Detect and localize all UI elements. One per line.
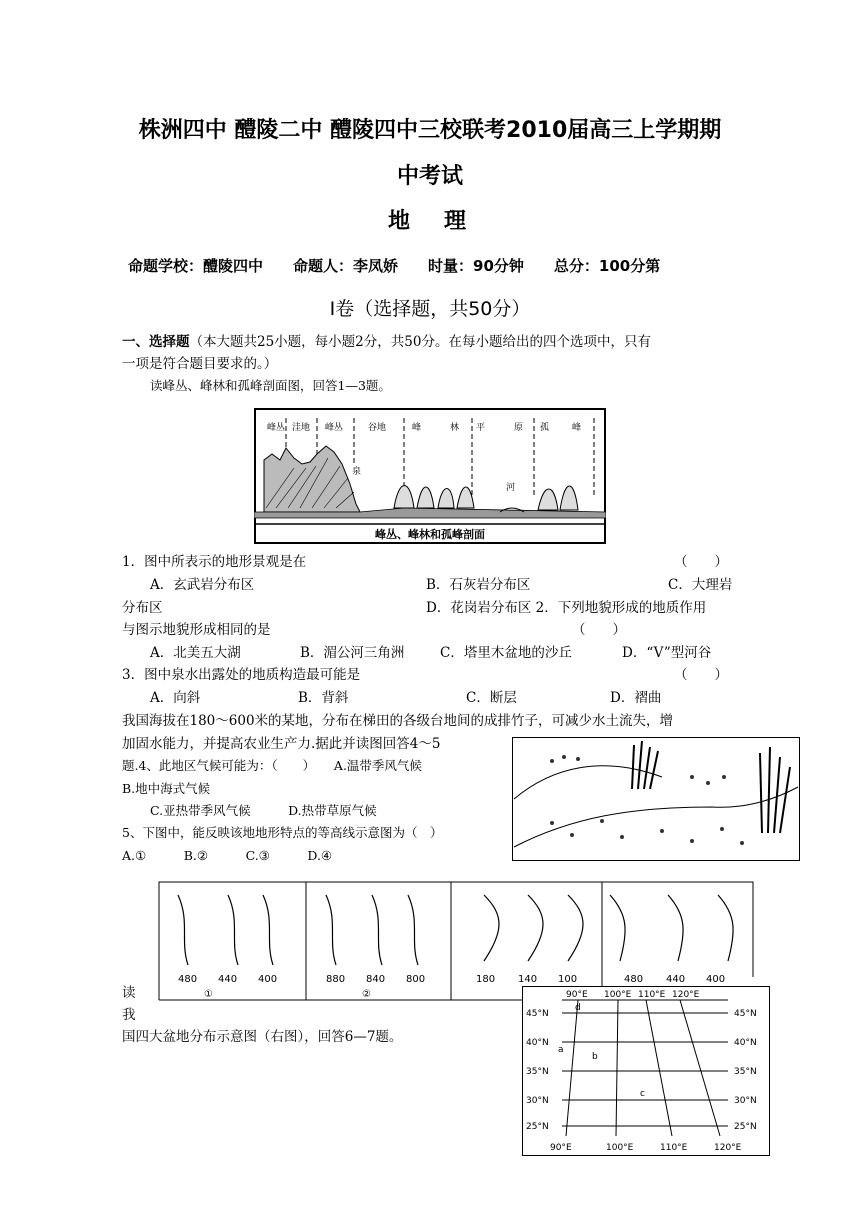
exam-meta: 命题学校：醴陵四中 命题人：李凤娇 时量：90分钟 总分：100分第: [128, 257, 661, 275]
map-bottom-lon-2: 100°E: [606, 1143, 634, 1153]
q4-option-b: B.地中海式气候: [122, 781, 211, 796]
q1-option-a: A．玄武岩分布区: [150, 577, 255, 593]
q1-stem: 1．图中所表示的地形景观是在: [122, 554, 307, 570]
q1-answer-paren: （ ）: [674, 554, 728, 570]
map-bottom-lon-4: 120°E: [714, 1143, 742, 1153]
map-top-lon-1: 90°E: [566, 990, 588, 1000]
q5-stem: 5、下图中，能反映该地地形特点的等高线示意图为（ ）: [122, 825, 443, 840]
map-top-lon-4: 120°E: [672, 990, 700, 1000]
map-lat-right-5: 25°N: [734, 1122, 757, 1132]
q5-options: A.① B.② C.③ D.④: [122, 848, 333, 863]
contour-1-value-3: 400: [258, 974, 278, 985]
map-bottom-lon-3: 110°E: [660, 1143, 688, 1153]
map-point-d: d: [575, 1003, 581, 1013]
page-title: 株洲四中 醴陵二中 醴陵四中三校联考2010届高三上学期期: [138, 118, 722, 143]
q3-option-b: B．背斜: [298, 690, 349, 706]
q3-answer-paren: （ ）: [674, 667, 728, 683]
q3-option-c: C．断层: [466, 690, 517, 706]
fig1-label-2: 洼地: [292, 423, 311, 433]
contour-3-value-3: 100: [558, 974, 578, 985]
q4-stem: 题.4、此地区气候可能为：（ ） A.温带季风气候: [122, 758, 422, 773]
q67-instruction: 国四大盆地分布示意图（右图），回答6—7题。: [122, 1029, 403, 1045]
q1-option-b: B．石灰岩分布区: [426, 577, 531, 593]
map-lat-left-5: 25°N: [526, 1122, 549, 1132]
section-intro: [122, 331, 651, 353]
map-top-lon-2: 100°E: [604, 990, 632, 1000]
fig1-caption: 峰丛、峰林和孤峰剖面: [375, 528, 485, 541]
section-heading: 一、选择题: [122, 334, 190, 350]
part-title: Ⅰ卷（选择题，共50分）: [329, 298, 531, 320]
q4-options-cd: C.亚热带季风气候 D.热带草原气候: [150, 803, 377, 818]
karst-profile-figure: [254, 408, 606, 544]
map-lat-left-4: 30°N: [526, 1096, 549, 1106]
fig1-label-8: 原: [514, 423, 524, 433]
contour-1-value-2: 440: [218, 974, 238, 985]
contour-2-value-3: 800: [406, 974, 426, 985]
q2-option-d: D．“V”型河谷: [622, 645, 712, 661]
q2-answer-paren: （ ）: [572, 622, 626, 638]
contour-2-number: ②: [362, 989, 371, 1000]
map-lat-left-2: 40°N: [526, 1038, 549, 1048]
page-title-cont: 中考试: [396, 164, 463, 189]
subject-title: 地 理: [387, 209, 472, 234]
q3-stem: 3．图中泉水出露处的地质构造最可能是: [122, 667, 361, 683]
read-instruction-1: 读峰丛、峰林和孤峰剖面图，回答1—3题。: [150, 378, 391, 393]
q67-fragment-2: 我: [122, 1007, 136, 1023]
section-intro-cont: 一项是符合题目要求的。）: [122, 356, 278, 372]
bamboo-terrace-figure: [512, 737, 800, 861]
q1-option-c: C．大理岩: [668, 577, 733, 593]
map-lat-right-3: 35°N: [734, 1067, 757, 1077]
basin-map-figure: [522, 986, 770, 1156]
map-lat-left-1: 45°N: [526, 1009, 549, 1019]
q1-option-c-cont: 分布区: [122, 600, 163, 616]
fig1-label-5: 峰: [412, 423, 422, 433]
contour-2-value-2: 840: [366, 974, 386, 985]
map-lat-right-1: 45°N: [734, 1009, 757, 1019]
q1-option-d-and-q2-stem: D．花岗岩分布区 2．下列地貌形成的地质作用: [426, 600, 707, 616]
contour-1-value-1: 480: [178, 974, 198, 985]
map-point-c: c: [640, 1089, 645, 1099]
map-point-b: b: [592, 1052, 598, 1062]
fig1-river-label: 河: [506, 483, 516, 493]
q2-stem-cont: 与图示地貌形成相同的是: [122, 622, 271, 638]
contour-4-value-2: 440: [666, 974, 686, 985]
contour-1-number: ①: [204, 989, 213, 1000]
q2-option-c: C．塔里木盆地的沙丘: [440, 645, 572, 661]
q3-option-d: D．褶曲: [610, 690, 662, 706]
map-top-lon-3: 110°E: [638, 990, 666, 1000]
contour-options-figure: [158, 881, 754, 1001]
contour-2-value-1: 880: [326, 974, 346, 985]
map-lat-right-4: 30°N: [734, 1096, 757, 1106]
fig1-label-7: 平: [476, 423, 486, 433]
q2-option-a: A．北美五大湖: [150, 645, 241, 661]
fig1-spring-label: 泉: [352, 467, 362, 477]
fig1-label-3: 峰丛: [325, 423, 344, 433]
map-bottom-lon-1: 90°E: [550, 1143, 572, 1153]
q2-option-b: B．湄公河三角洲: [300, 645, 405, 661]
contour-3-value-1: 180: [476, 974, 496, 985]
fig1-label-6: 林: [450, 423, 460, 433]
fig1-label-9: 孤: [540, 423, 550, 433]
q45-intro-cont: 加固水能力，并提高农业生产力.据此并读图回答4～5: [122, 736, 441, 752]
fig1-label-1: 峰丛: [267, 423, 286, 433]
map-point-a: a: [558, 1045, 564, 1055]
contour-3-value-2: 140: [518, 974, 538, 985]
q67-fragment-1: 读: [122, 985, 136, 1001]
q45-intro: 我国海拔在180～600米的某地，分布在梯田的各级台地间的成排竹子，可减少水土流失，增: [122, 713, 674, 729]
section-intro-text: （本大题共25小题，每小题2分，共50分。在每小题给出的四个选项中，只有: [189, 334, 651, 350]
map-lat-right-2: 40°N: [734, 1038, 757, 1048]
q3-option-a: A．向斜: [150, 690, 201, 706]
map-lat-left-3: 35°N: [526, 1067, 549, 1077]
contour-4-value-3: 400: [706, 974, 726, 985]
fig1-label-10: 峰: [572, 423, 582, 433]
contour-4-value-1: 480: [624, 974, 644, 985]
fig1-label-4: 谷地: [368, 423, 387, 433]
